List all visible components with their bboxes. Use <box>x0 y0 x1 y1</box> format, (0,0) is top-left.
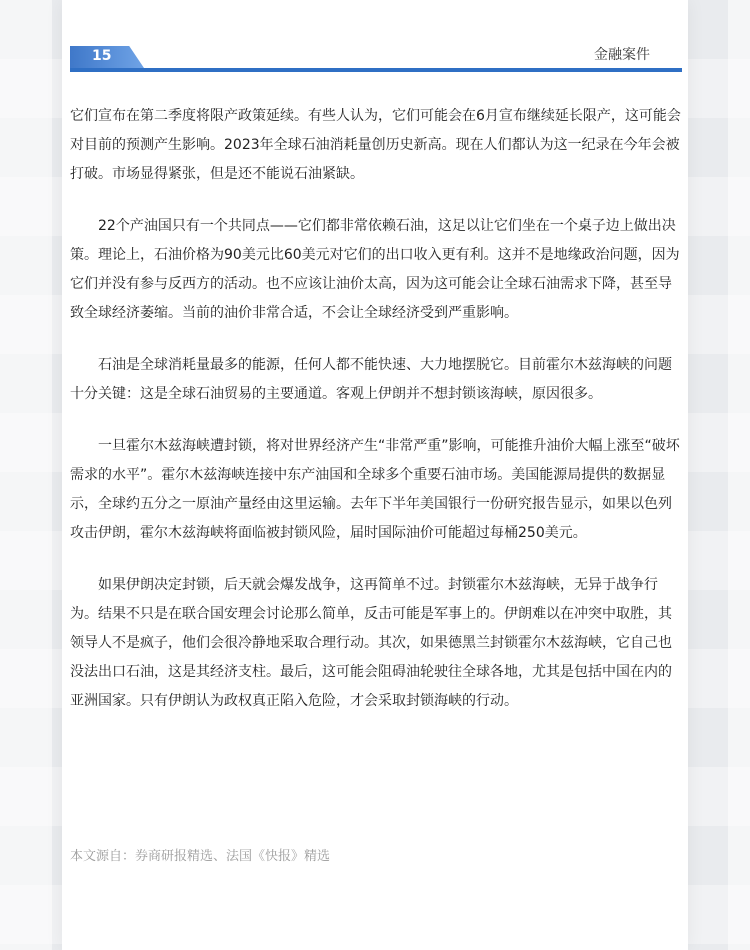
paragraph-4: 一旦霍尔木兹海峡遭封锁，将对世界经济产生“非常严重”影响，可能推升油价大幅上涨至“破坏需求的水平”。霍尔木兹海峡连接中东产油国和全球多个重要石油市场。美国能源局提供的数据显示，全球约五分之一原油产量经由这里运输。去年下半年美国银行一份研究报告显示，如果以色列攻击伊朗，霍尔木兹海峡将面临被封锁风险，届时国际油价可能超过每桶250美元。 <box>70 438 680 541</box>
section-title: 金融案件 <box>594 47 650 63</box>
source-note: 本文源自：券商研报精选、法国《快报》精选 <box>70 849 331 864</box>
paragraph-2: 22个产油国只有一个共同点——它们都非常依赖石油，这足以让它们坐在一个桌子边上做出决策。理论上，石油价格为90美元比60美元对它们的出口收入更有利。这并不是地缘政治问题，因为它们并没有参与反西方的活动。也不应该让油价太高，因为这可能会让全球石油需求下降，甚至导致全球经济萎缩。当前的油价非常合适，不会让全球经济受到严重影响。 <box>70 218 680 321</box>
paragraph-5: 如果伊朗决定封锁，后天就会爆发战争，这再简单不过。封锁霍尔木兹海峡，无异于战争行为。结果不只是在联合国安理会讨论那么简单，反击可能是军事上的。伊朗难以在冲突中取胜，其领导人不是疯子，他们会很冷静地采取合理行动。其次，如果德黑兰封锁霍尔木兹海峡，它自己也没法出口石油，这是其经济支柱。最后，这可能会阻碍油轮驶往全球各地，尤其是包括中国在内的亚洲国家。只有伊朗认为政权真正陷入危险，才会采取封锁海峡的行动。 <box>70 577 672 709</box>
page-header <box>70 44 682 74</box>
page-number: 15 <box>92 48 112 64</box>
paragraph-1: 它们宣布在第二季度将限产政策延续。有些人认为，它们可能会在6月宣布继续延长限产，这可能会对目前的预测产生影响。2023年全球石油消耗量创历史新高。现在人们都认为这一纪录在今年会被打破。市场显得紧张，但是还不能说石油紧缺。 <box>70 108 681 182</box>
paragraph-3: 石油是全球消耗量最多的能源，任何人都不能快速、大力地摆脱它。目前霍尔木兹海峡的问题十分关键：这是全球石油贸易的主要通道。客观上伊朗并不想封锁该海峡，原因很多。 <box>70 357 672 402</box>
header-divider <box>70 68 682 72</box>
article-body <box>70 102 682 739</box>
